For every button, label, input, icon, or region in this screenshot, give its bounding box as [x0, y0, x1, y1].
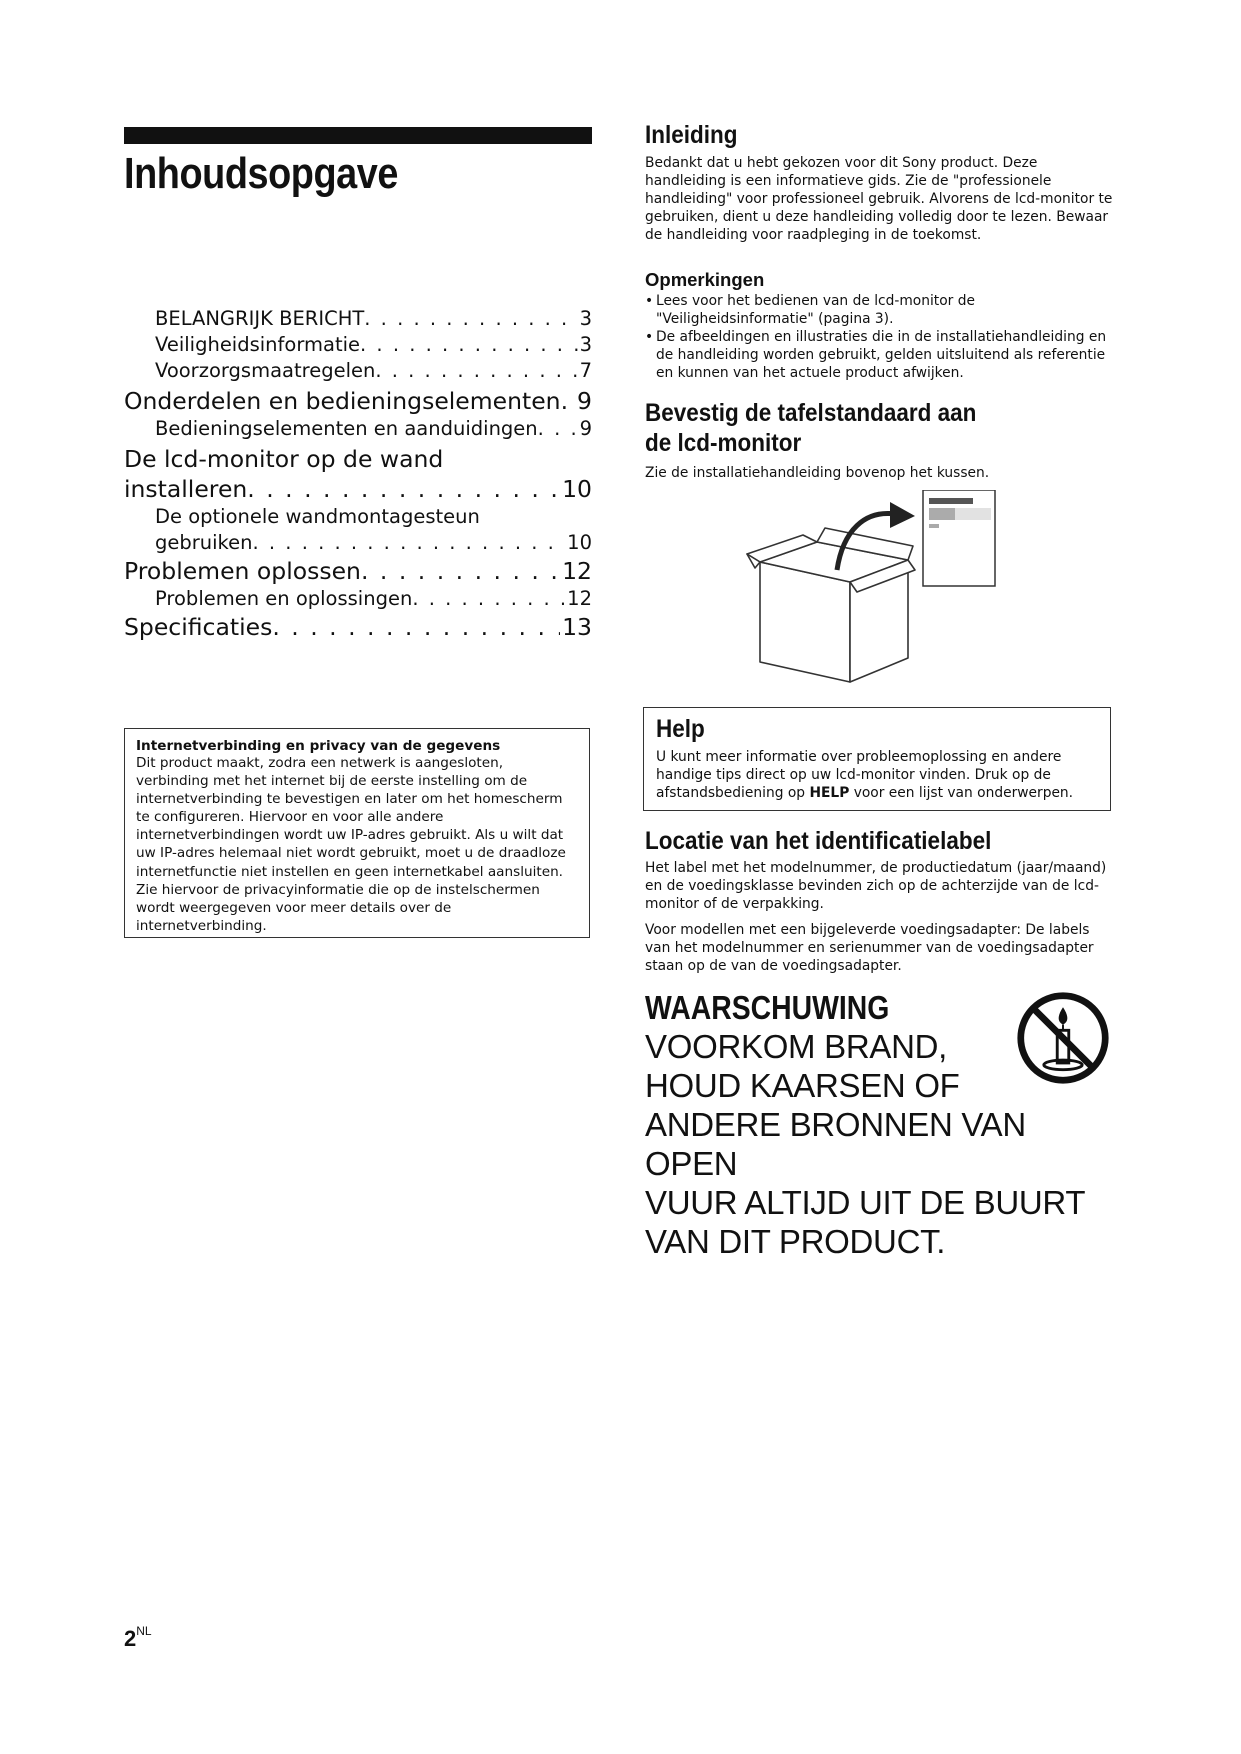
help-box [643, 707, 1111, 811]
notes-list [645, 292, 1115, 382]
toc-entry-bedieningselementen[interactable]: Bedieningselementen en aanduidingen . . . 9 [124, 416, 592, 442]
label-text: Het label met het modelnummer, de productiedatum (jaar/maand) en de voedingsklasse bevinden zich op de achterzijde van de lcd-monitor of de verpakking. [645, 860, 1107, 912]
manual-page-icon [923, 490, 995, 586]
warning-heading: WAARSCHUWING [645, 989, 890, 1026]
stand-heading: Bevestig de tafelstandaard aan de lcd-monitor [645, 399, 977, 457]
toc-entry-wand-installeren[interactable]: De lcd-monitor op de wand installeren . . . 10 [124, 444, 592, 504]
page-language: NL [136, 1624, 152, 1638]
help-key: HELP [809, 785, 850, 801]
toc-entry-voorzorgsmaatregelen[interactable]: Voorzorgsmaatregelen . . . 7 [124, 358, 592, 384]
toc-entry-specificaties[interactable]: Specificaties . . . 13 [124, 612, 592, 642]
help-heading: Help [656, 715, 705, 743]
privacy-notice-box [124, 728, 590, 938]
privacy-notice-title: Internetverbinding en privacy van de gegevens [136, 738, 501, 754]
list-item: • De afbeeldingen en illustraties die in de installatiehandleiding en de handleiding worden gebruikt, gelden uitsluitend als referentie en kunnen van het actuele product afwijken. [645, 328, 1115, 382]
help-text: U kunt meer informatie over probleemoplossing en andere handige tips direct op uw lcd-monitor vinden. Druk op de afstandsbediening op HELP voor een lijst van onderwerpen. [656, 749, 1074, 801]
toc-entry-belangrijk-bericht[interactable]: BELANGRIJK BERICHT . . . 3 [124, 306, 592, 332]
list-item: • Lees voor het bedienen van de lcd-monitor de "Veiligheidsinformatie" (pagina 3). [645, 292, 1115, 328]
box-manual-illustration [745, 490, 1015, 690]
page-number: $2^{NL}$ [124, 1624, 152, 1651]
toc-title-bar [124, 127, 592, 144]
warning-text: VOORKOM BRAND, HOUD KAARSEN OF ANDERE BRONNEN VAN OPEN VUUR ALTIJD UIT DE BUURT VAN DIT PRODUCT. [645, 1028, 1086, 1260]
intro-heading: Inleiding [645, 121, 738, 149]
stand-text: Zie de installatiehandleiding bovenop het kussen. [645, 465, 990, 481]
privacy-notice-body: Dit product maakt, zodra een netwerk is aangesloten, verbinding met het internet bij de eerste instelling om de internetverbinding te bevestigen en later om het homescherm te configureren. Hiervoor en voor alle andere internetverbindingen wordt uw IP-adres gebruikt. Als u wilt dat uw IP-adres helemaal niet wordt gebruikt, moet u de draadloze internetfunctie niet instellen en geen internetkabel aansluiten. Zie hiervoor de privacyinformatie die op de instelschermen wordt weergegeven voor meer details over de internetverbinding. [136, 755, 566, 934]
label-heading: Locatie van het identificatielabel [645, 827, 992, 855]
box-front-icon [760, 562, 850, 682]
table-of-contents [124, 306, 592, 642]
intro-text: Bedankt dat u hebt gekozen voor dit Sony product. Deze handleiding is een informatieve gids. Zie de "professionele handleiding" voor professioneel gebruik. Alvorens de lcd-monitor te gebruiken, dient u deze handleiding volledig door te lezen. Bewaar de handleiding voor raadpleging in de toekomst. [645, 155, 1113, 243]
toc-entry-problemen-en-oplossingen[interactable]: Problemen en oplossingen . . . 12 [124, 586, 592, 612]
notes-heading: Opmerkingen [645, 269, 765, 290]
toc-title: Inhoudsopgave [124, 149, 399, 198]
no-candle-icon [1015, 990, 1111, 1086]
adapter-label-text: Voor modellen met een bijgeleverde voedingsadapter: De labels van het modelnummer en serienummer van de voedingsadapter staan op de van de voedingsadapter. [645, 922, 1094, 974]
toc-entry-wandmontagesteun[interactable]: De optionele wandmontagesteun gebruiken . . . 10 [124, 504, 592, 556]
toc-entry-onderdelen[interactable]: Onderdelen en bedieningselementen . . . 9 [124, 386, 592, 416]
toc-entry-problemen-oplossen[interactable]: Problemen oplossen . . . 12 [124, 556, 592, 586]
toc-entry-veiligheidsinformatie[interactable]: Veiligheidsinformatie . . . 3 [124, 332, 592, 358]
